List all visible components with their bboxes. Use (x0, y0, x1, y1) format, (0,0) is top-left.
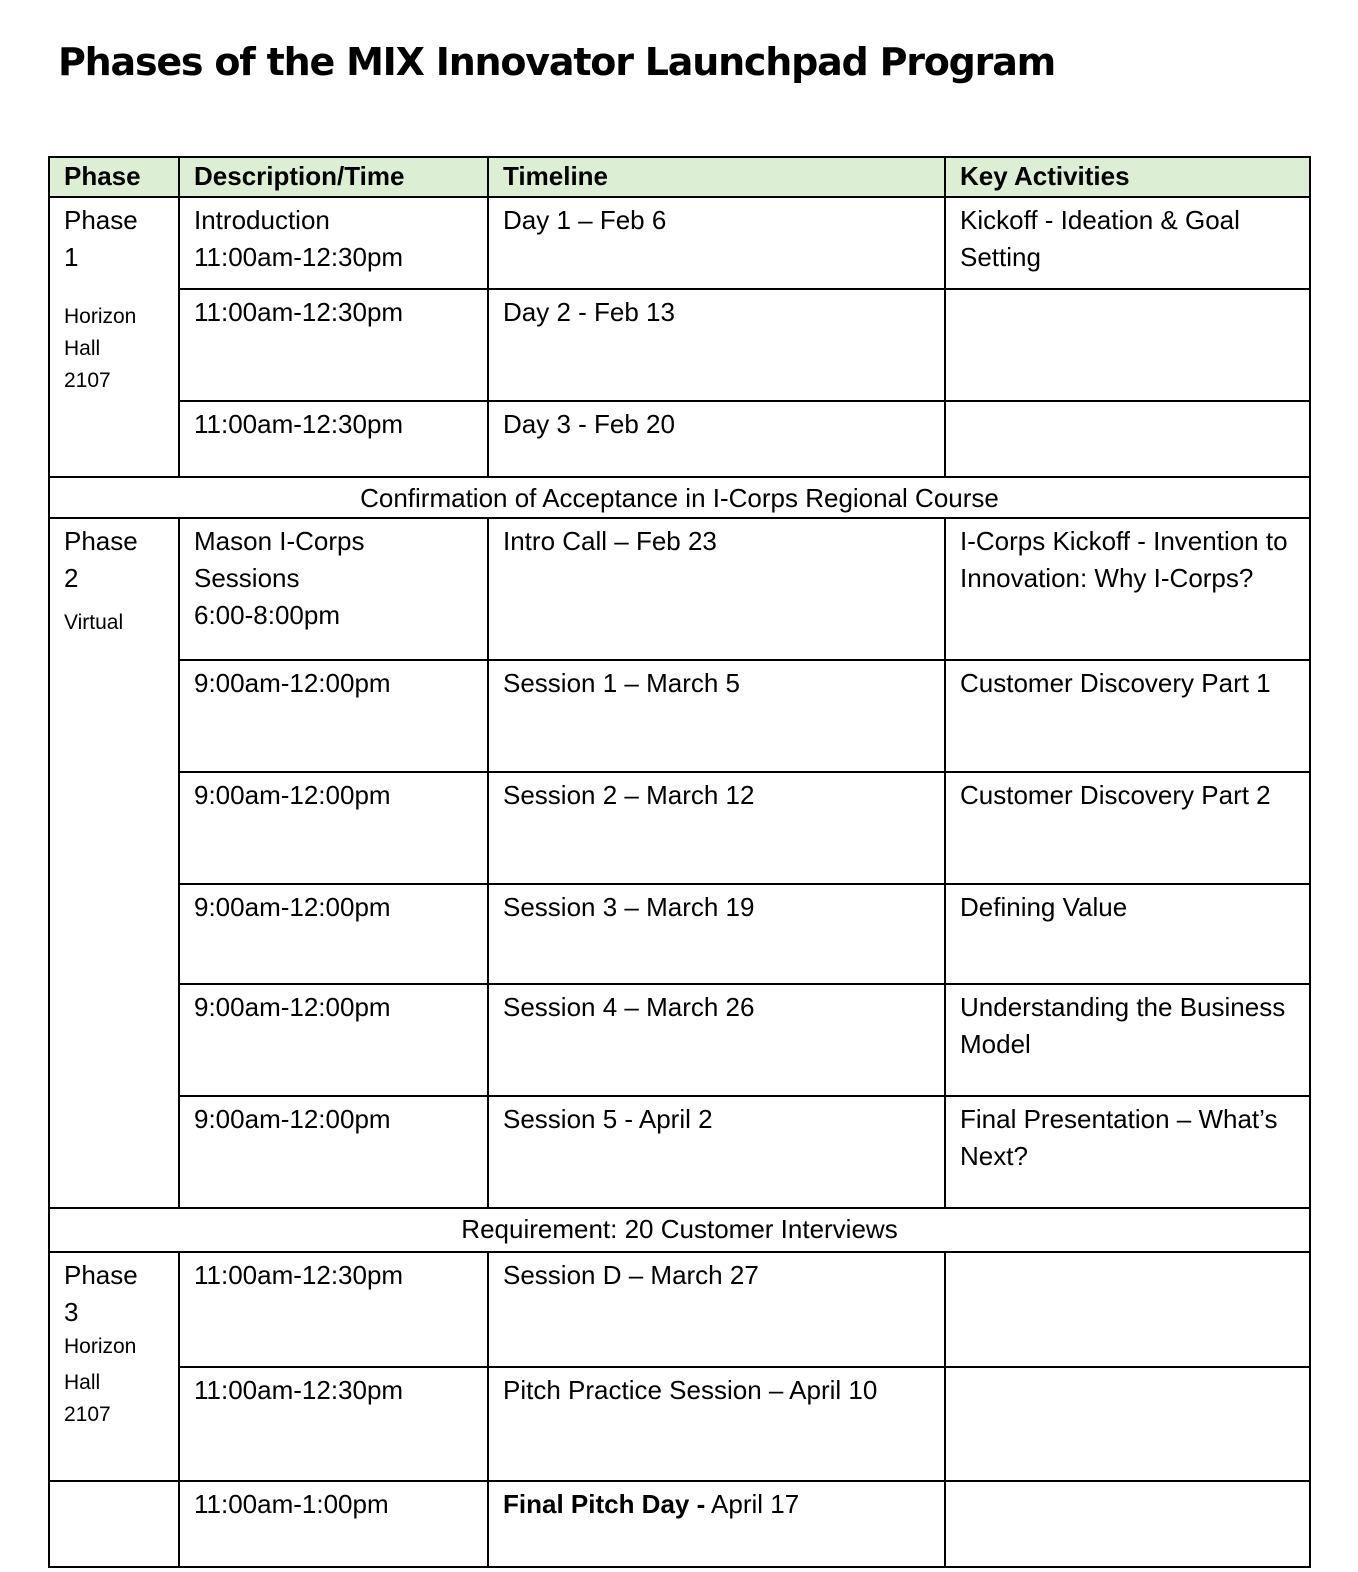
phase-2-cell (49, 518, 179, 660)
phase-2-number: 2 (64, 563, 79, 593)
description-cell: 11:00am-12:30pm (179, 401, 488, 477)
final-pitch-day-label: Final Pitch Day - (503, 1489, 706, 1519)
phase-3-location-line: Horizon (64, 1335, 137, 1358)
description-cell: 9:00am-12:00pm (179, 984, 488, 1096)
table-row (49, 197, 1310, 289)
activity-cell (945, 1367, 1310, 1481)
table-row (49, 1252, 1310, 1367)
phase-3-name: Phase (64, 1260, 138, 1290)
description-cell: 9:00am-12:00pm (179, 660, 488, 772)
table-row (49, 660, 1310, 772)
time-text: 11:00am-12:30pm (194, 242, 404, 272)
phase-2-cell-continued (49, 884, 179, 984)
acceptance-milestone: Confirmation of Acceptance in I-Corps Regional Course (49, 477, 1310, 518)
phase-2-cell-continued (49, 660, 179, 772)
final-pitch-row (49, 1481, 1310, 1567)
phase-2-cell-continued (49, 1096, 179, 1208)
timeline-cell: Day 1 – Feb 6 (488, 197, 945, 289)
table-row (49, 772, 1310, 884)
header-key-activities: Key Activities (945, 157, 1310, 197)
phase-1-cell-continued (49, 401, 179, 477)
activity-cell (945, 1481, 1310, 1567)
description-cell: 11:00am-12:30pm (179, 1367, 488, 1481)
description-cell: 9:00am-12:00pm (179, 772, 488, 884)
timeline-cell (488, 1481, 945, 1567)
phase-2-name: Phase (64, 526, 138, 556)
description-cell (179, 197, 488, 289)
phase-1-name: Phase (64, 205, 138, 235)
timeline-cell: Session 5 - April 2 (488, 1096, 945, 1208)
table-row (49, 289, 1310, 401)
activity-cell: Final Presentation – What’s Next? (945, 1096, 1310, 1208)
description-cell: 11:00am-1:00pm (179, 1481, 488, 1567)
phase-3-cell (49, 1252, 179, 1367)
milestone-row (49, 477, 1310, 518)
activity-cell (945, 1252, 1310, 1367)
activity-cell: Customer Discovery Part 1 (945, 660, 1310, 772)
page-title: Phases of the MIX Innovator Launchpad Program (58, 40, 1056, 84)
description-cell: 9:00am-12:00pm (179, 884, 488, 984)
phase-2-cell-continued (49, 984, 179, 1096)
phases-table (48, 156, 1311, 1568)
milestone-row (49, 1208, 1310, 1252)
phase-3-location-cell (49, 1367, 179, 1481)
phase-2-location: Virtual (64, 611, 124, 634)
table-row (49, 984, 1310, 1096)
phase-1-number: 1 (64, 242, 79, 272)
activity-cell: Defining Value (945, 884, 1310, 984)
timeline-cell: Session 2 – March 12 (488, 772, 945, 884)
header-phase: Phase (49, 157, 179, 197)
phase-3-location-line: Hall (64, 1371, 101, 1394)
description-cell: 9:00am-12:00pm (179, 1096, 488, 1208)
table-row (49, 518, 1310, 660)
table-row (49, 884, 1310, 984)
header-description-time: Description/Time (179, 157, 488, 197)
activity-cell: Kickoff - Ideation & Goal Setting (945, 197, 1310, 289)
activity-cell (945, 289, 1310, 401)
timeline-cell: Day 2 - Feb 13 (488, 289, 945, 401)
phase-3-number: 3 (64, 1297, 79, 1327)
requirement-milestone: Requirement: 20 Customer Interviews (49, 1208, 1310, 1252)
phase-1-location-line: 2107 (64, 369, 111, 392)
table-header-row (49, 157, 1310, 197)
description-cell: 11:00am-12:30pm (179, 289, 488, 401)
phase-1-location-line: Hall (64, 337, 101, 360)
phase-cell-empty (49, 1481, 179, 1567)
activity-cell: I-Corps Kickoff - Invention to Innovation: Why I-Corps? (945, 518, 1310, 660)
timeline-cell: Intro Call – Feb 23 (488, 518, 945, 660)
activity-cell: Customer Discovery Part 2 (945, 772, 1310, 884)
phase-1-location-cell (49, 289, 179, 401)
activity-cell (945, 401, 1310, 477)
header-timeline: Timeline (488, 157, 945, 197)
description-text: Introduction (194, 205, 330, 235)
table-row (49, 401, 1310, 477)
phase-1-cell (49, 197, 179, 289)
timeline-cell: Session 1 – March 5 (488, 660, 945, 772)
description-text: Sessions (194, 563, 300, 593)
time-text: 6:00-8:00pm (194, 600, 340, 630)
table-row (49, 1367, 1310, 1481)
phase-2-cell-continued (49, 772, 179, 884)
timeline-cell: Session D – March 27 (488, 1252, 945, 1367)
description-cell: 11:00am-12:30pm (179, 1252, 488, 1367)
timeline-cell: Pitch Practice Session – April 10 (488, 1367, 945, 1481)
description-text: Mason I-Corps (194, 526, 365, 556)
description-cell (179, 518, 488, 660)
phase-1-location-line: Horizon (64, 305, 137, 328)
timeline-cell: Session 4 – March 26 (488, 984, 945, 1096)
final-pitch-date: April 17 (705, 1489, 800, 1519)
phase-3-location-line: 2107 (64, 1403, 111, 1426)
timeline-cell: Session 3 – March 19 (488, 884, 945, 984)
timeline-cell: Day 3 - Feb 20 (488, 401, 945, 477)
activity-cell: Understanding the Business Model (945, 984, 1310, 1096)
table-row (49, 1096, 1310, 1208)
